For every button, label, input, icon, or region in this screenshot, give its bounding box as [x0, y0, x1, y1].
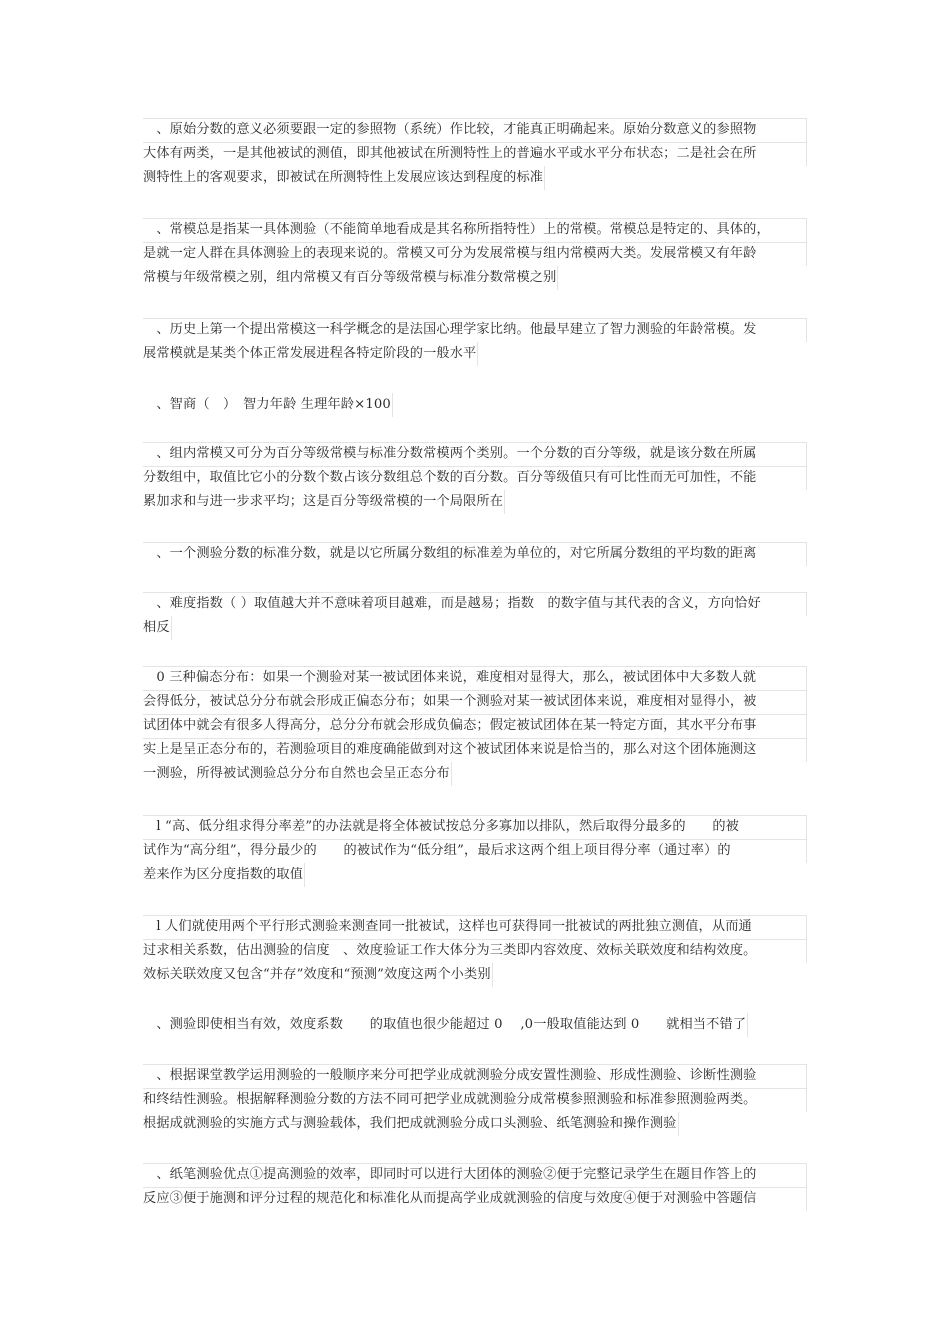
text-line: 、组内常模又可分为百分等级常模与标准分数常模两个类别。一个分数的百分等级，就是该分数在所属 [143, 442, 807, 466]
text-line: 试团体中就会有很多人得高分，总分分布就会形成负偏态；假定被试团体在某一特定方面，其水平分布事 [143, 714, 807, 738]
text-line: 一测验，所得被试测验总分分布自然也会呈正态分布 [143, 762, 452, 786]
paragraph-iq [143, 393, 807, 421]
paragraph-norm [143, 218, 807, 294]
text-line: 常模与年级常模之别，组内常模又有百分等级常模与标准分数常模之别 [143, 266, 558, 290]
text-line: 、根据课堂教学运用测验的一般顺序来分可把学业成就测验分成安置性测验、形成性测验、诊断性测验 [143, 1064, 807, 1088]
text-line: 、纸笔测验优点①提高测验的效率，即同时可以进行大团体的测验②便于完整记录学生在题目作答上的 [143, 1163, 807, 1187]
paragraph-skewed-distribution [143, 666, 807, 790]
text-line: 相反 [143, 616, 172, 640]
paragraph-difficulty [143, 592, 807, 644]
text-line: 累加求和与进一步求平均；这是百分等级常模的一个局限所在 [143, 490, 505, 514]
text-line: 0 三种偏态分布：如果一个测验对某一被试团体来说，难度相对显得大，那么，被试团体中大多数人就 [143, 666, 807, 690]
text-line: 试作为“高分组”，得分最少的 的被试作为“低分组”，最后求这两个组上项目得分率（通过率）的 [143, 839, 807, 863]
text-line: 、常模总是指某一具体测验（不能简单地看成是其名称所指特性）上的常模。常模总是特定的、具体的， [143, 218, 807, 242]
text-line: 大体有两类，一是其他被试的测值，即其他被试在所测特性上的普遍水平或水平分布状态；二是社会在所 [143, 142, 807, 166]
text-line: 、智商（ ） 智力年龄 生理年龄×100 [143, 393, 393, 417]
text-line: l 人们就使用两个平行形式测验来测查同一批被试，这样也可获得同一批被试的两批独立测值，从而通 [143, 915, 807, 939]
paragraph-binet [143, 318, 807, 370]
text-line: 、难度指数（ ）取值越大并不意味着项目越难，而是越易；指数 的数字值与其代表的含义，方向恰好 [143, 592, 807, 616]
paragraph-discrimination [143, 815, 807, 891]
text-line: 根据成就测验的实施方式与测验载体，我们把成就测验分成口头测验、纸笔测验和操作测验 [143, 1112, 679, 1136]
paragraph-paper-test [143, 1163, 807, 1211]
text-line: 是就一定人群在具体测验上的表现来说的。常模又可分为发展常模与组内常模两大类。发展常模又有年龄 [143, 242, 807, 266]
text-line: 测特性上的客观要求，即被试在所测特性上发展应该达到程度的标准 [143, 166, 545, 190]
text-line: 实上是呈正态分布的，若测验项目的难度确能做到对这个被试团体来说是恰当的，那么对这个团体施测这 [143, 738, 807, 762]
text-line: 、测验即使相当有效，效度系数 的取值也很少能超过 0 ,0一般取值能达到 0 就相当不错了 [143, 1013, 748, 1037]
paragraph-percentile [143, 442, 807, 518]
text-line: 过求相关系数，估出测验的信度 、效度验证工作大体分为三类即内容效度、效标关联效度和结构效度。 [143, 939, 807, 963]
text-line: 差来作为区分度指数的取值 [143, 863, 305, 887]
text-line: 效标关联效度又包含“并存”效度和“预测”效度这两个小类别 [143, 963, 493, 987]
text-line: 展常模就是某类个体正常发展进程各特定阶段的一般水平 [143, 342, 478, 366]
text-line: l “高、低分组求得分率差”的办法就是将全体被试按总分多寡加以排队，然后取得分最多的 的被 [143, 815, 807, 839]
text-line: 和终结性测验。根据解释测验分数的方法不同可把学业成就测验分成常模参照测验和标准参照测验两类。 [143, 1088, 807, 1112]
text-line: 、原始分数的意义必须要跟一定的参照物（系统）作比较，才能真正明确起来。原始分数意义的参照物 [143, 118, 807, 142]
text-line: 、一个测验分数的标准分数，就是以它所属分数组的标准差为单位的，对它所属分数组的平均数的距离 [143, 542, 807, 566]
paragraph-achievement-tests [143, 1064, 807, 1140]
text-line: 分数组中，取值比它小的分数个数占该分数组总个数的百分数。百分等级值只有可比性而无可加性，不能 [143, 466, 807, 490]
paragraph-raw-score [143, 118, 807, 194]
paragraph-standard-score [143, 542, 807, 566]
paragraph-validity-coefficient [143, 1013, 807, 1041]
text-line: 、历史上第一个提出常模这一科学概念的是法国心理学家比纳。他最早建立了智力测验的年龄常模。发 [143, 318, 807, 342]
paragraph-reliability-validity [143, 915, 807, 991]
text-line: 会得低分，被试总分分布就会形成正偏态分布；如果一个测验对某一被试团体来说，难度相对显得小，被 [143, 690, 807, 714]
text-line: 反应③便于施测和评分过程的规范化和标准化从而提高学业成就测验的信度与效度④便于对测验中答题信 [143, 1187, 807, 1211]
